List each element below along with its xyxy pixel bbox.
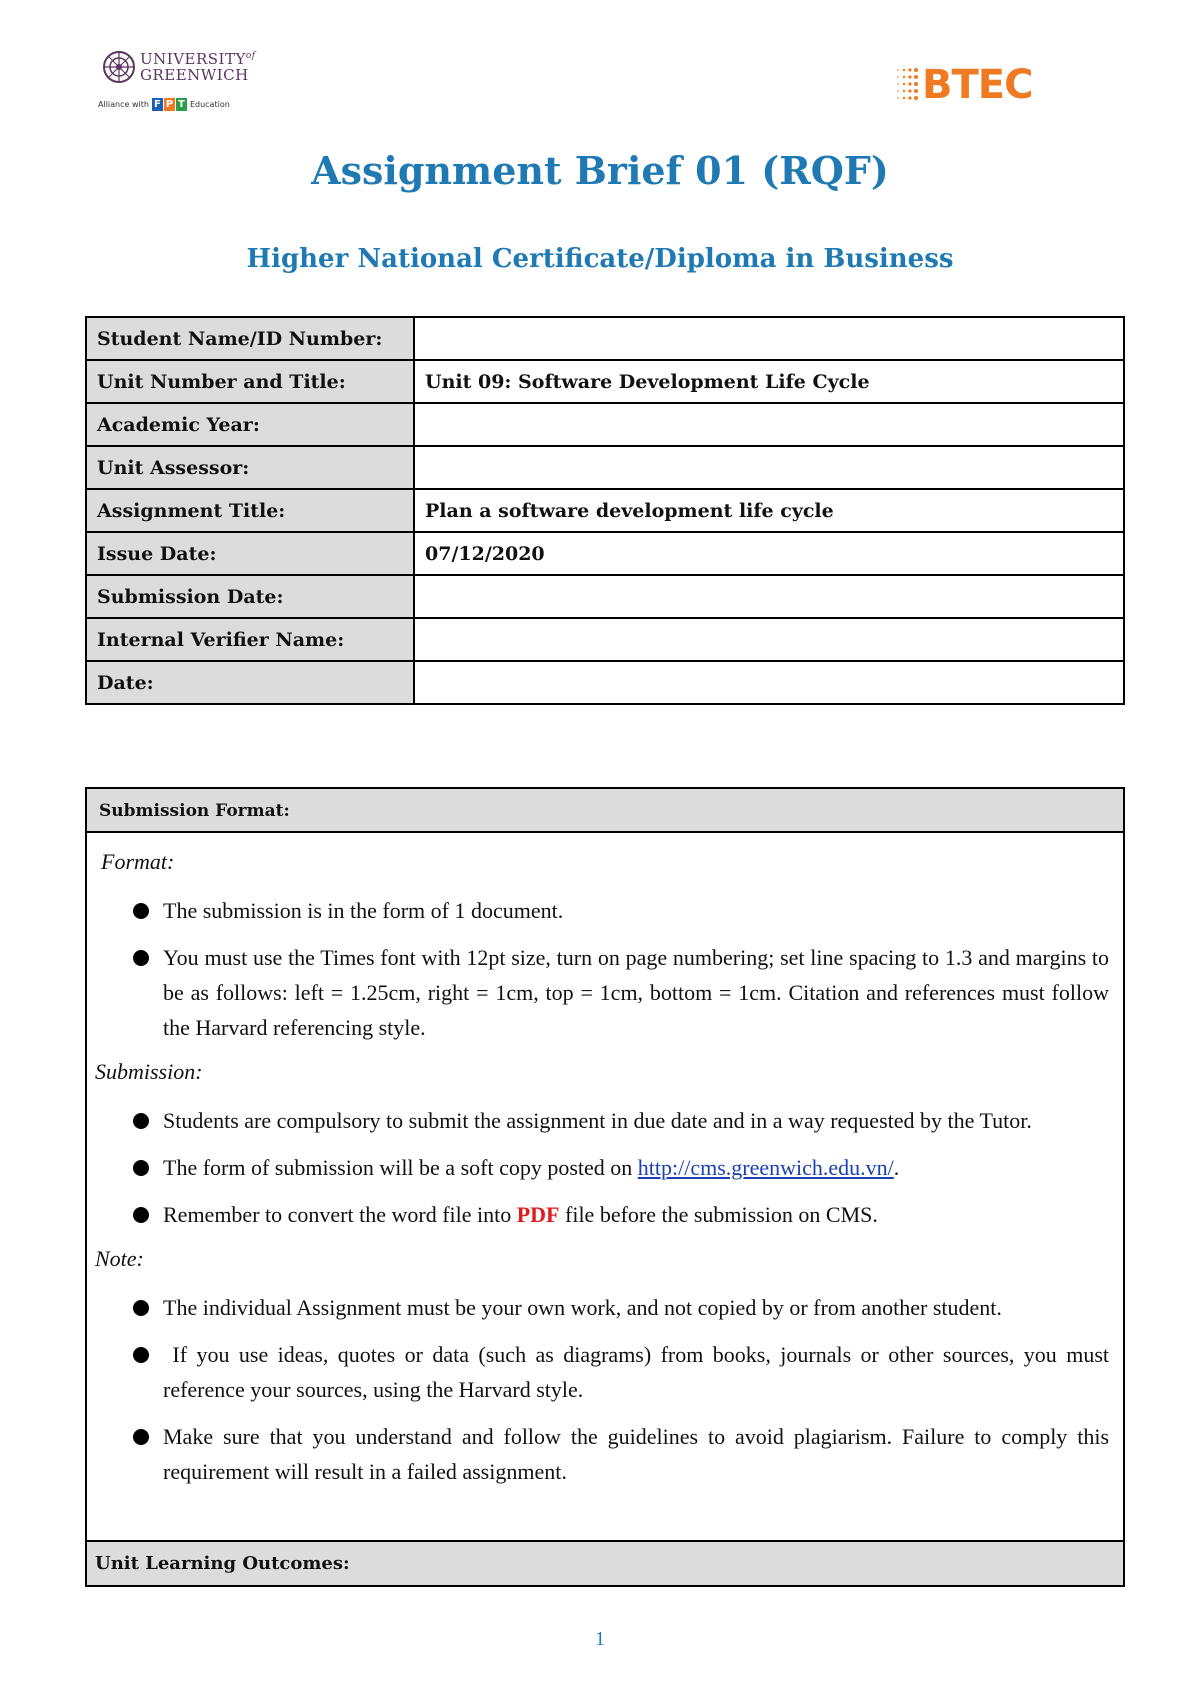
list-item: The individual Assignment must be your own work, and not copied by or from another student. [95, 1290, 1109, 1325]
greenwich-logo [98, 46, 258, 118]
info-label: Unit Number and Title: [86, 360, 414, 403]
info-value: 07/12/2020 [414, 532, 1124, 575]
format-label: Format: [101, 849, 175, 874]
assignment-info-table [85, 316, 1125, 705]
info-label: Unit Assessor: [86, 446, 414, 489]
list-item: If you use ideas, quotes or data (such as diagrams) from books, journals or other sources, you must reference your sources, using the Harvard style. [95, 1337, 1109, 1407]
list-item: You must use the Times font with 12pt size, turn on page numbering; set line spacing to 1.3 and margins to be as follows: left = 1.25cm, right = 1cm, top = 1cm, bottom = 1cm. Citation and references must follow the Harvard referencing style. [95, 940, 1109, 1045]
submission-format-content [87, 833, 1123, 1489]
fpt-logo: F P T [152, 98, 187, 111]
page-subtitle: Higher National Certificate/Diploma in Business [246, 244, 954, 274]
submission-label: Submission: [95, 1059, 203, 1084]
bullet-icon [133, 1113, 149, 1129]
submission-list [95, 1103, 1109, 1232]
note-label: Note: [95, 1246, 144, 1271]
greenwich-crest-icon [102, 50, 136, 84]
cms-link[interactable]: http://cms.greenwich.edu.vn/ [637, 1155, 894, 1180]
unit-learning-outcomes-header: Unit Learning Outcomes: [87, 1540, 1123, 1585]
info-label: Assignment Title: [86, 489, 414, 532]
pdf-highlight: PDF [516, 1202, 560, 1227]
bullet-icon [133, 950, 149, 966]
format-list [95, 893, 1109, 1045]
bullet-icon [133, 1207, 149, 1223]
btec-logo [894, 62, 1034, 108]
btec-dots-icon [894, 66, 922, 102]
fpt-alliance-tagline: Alliance with F P T Education [98, 99, 230, 110]
info-label: Internal Verifier Name: [86, 618, 414, 661]
page-title: Assignment Brief 01 (RQF) [311, 148, 889, 193]
bullet-icon [133, 903, 149, 919]
bullet-icon [133, 1429, 149, 1445]
info-label: Student Name/ID Number: [86, 317, 414, 360]
list-item: Remember to convert the word file into PDF file before the submission on CMS. [95, 1197, 1109, 1232]
info-value [414, 618, 1124, 661]
info-value: Unit 09: Software Development Life Cycle [414, 360, 1124, 403]
greenwich-logo-line1: $UNIVERSITY^{of}$ [140, 50, 256, 68]
list-item: Make sure that you understand and follow the guidelines to avoid plagiarism. Failure to comply this requirement will result in a failed assignment. [95, 1419, 1109, 1489]
submission-format-header: Submission Format: [87, 789, 1123, 833]
info-value [414, 661, 1124, 704]
info-value: Plan a software development life cycle [414, 489, 1124, 532]
info-label: Academic Year: [86, 403, 414, 446]
table-row [86, 532, 1124, 575]
table-row [86, 403, 1124, 446]
list-item: The submission is in the form of 1 document. [95, 893, 1109, 928]
list-item: Students are compulsory to submit the assignment in due date and in a way requested by the Tutor. [95, 1103, 1109, 1138]
note-list [95, 1290, 1115, 1489]
greenwich-logo-line2: GREENWICH [140, 66, 249, 84]
table-row [86, 575, 1124, 618]
info-value [414, 446, 1124, 489]
info-value [414, 403, 1124, 446]
page-number: 1 [595, 1628, 605, 1650]
info-label: Date: [86, 661, 414, 704]
info-value [414, 317, 1124, 360]
bullet-icon [133, 1160, 149, 1176]
table-row [86, 360, 1124, 403]
table-row [86, 661, 1124, 704]
table-row [86, 317, 1124, 360]
submission-format-box [85, 787, 1125, 1587]
info-label: Issue Date: [86, 532, 414, 575]
info-value [414, 575, 1124, 618]
bullet-icon [133, 1300, 149, 1316]
list-item: The form of submission will be a soft copy posted on http://cms.greenwich.edu.vn/. [95, 1150, 1109, 1185]
table-row [86, 489, 1124, 532]
table-row [86, 446, 1124, 489]
bullet-icon [133, 1347, 149, 1363]
btec-wordmark: BTEC [922, 62, 1033, 108]
info-label: Submission Date: [86, 575, 414, 618]
table-row [86, 618, 1124, 661]
